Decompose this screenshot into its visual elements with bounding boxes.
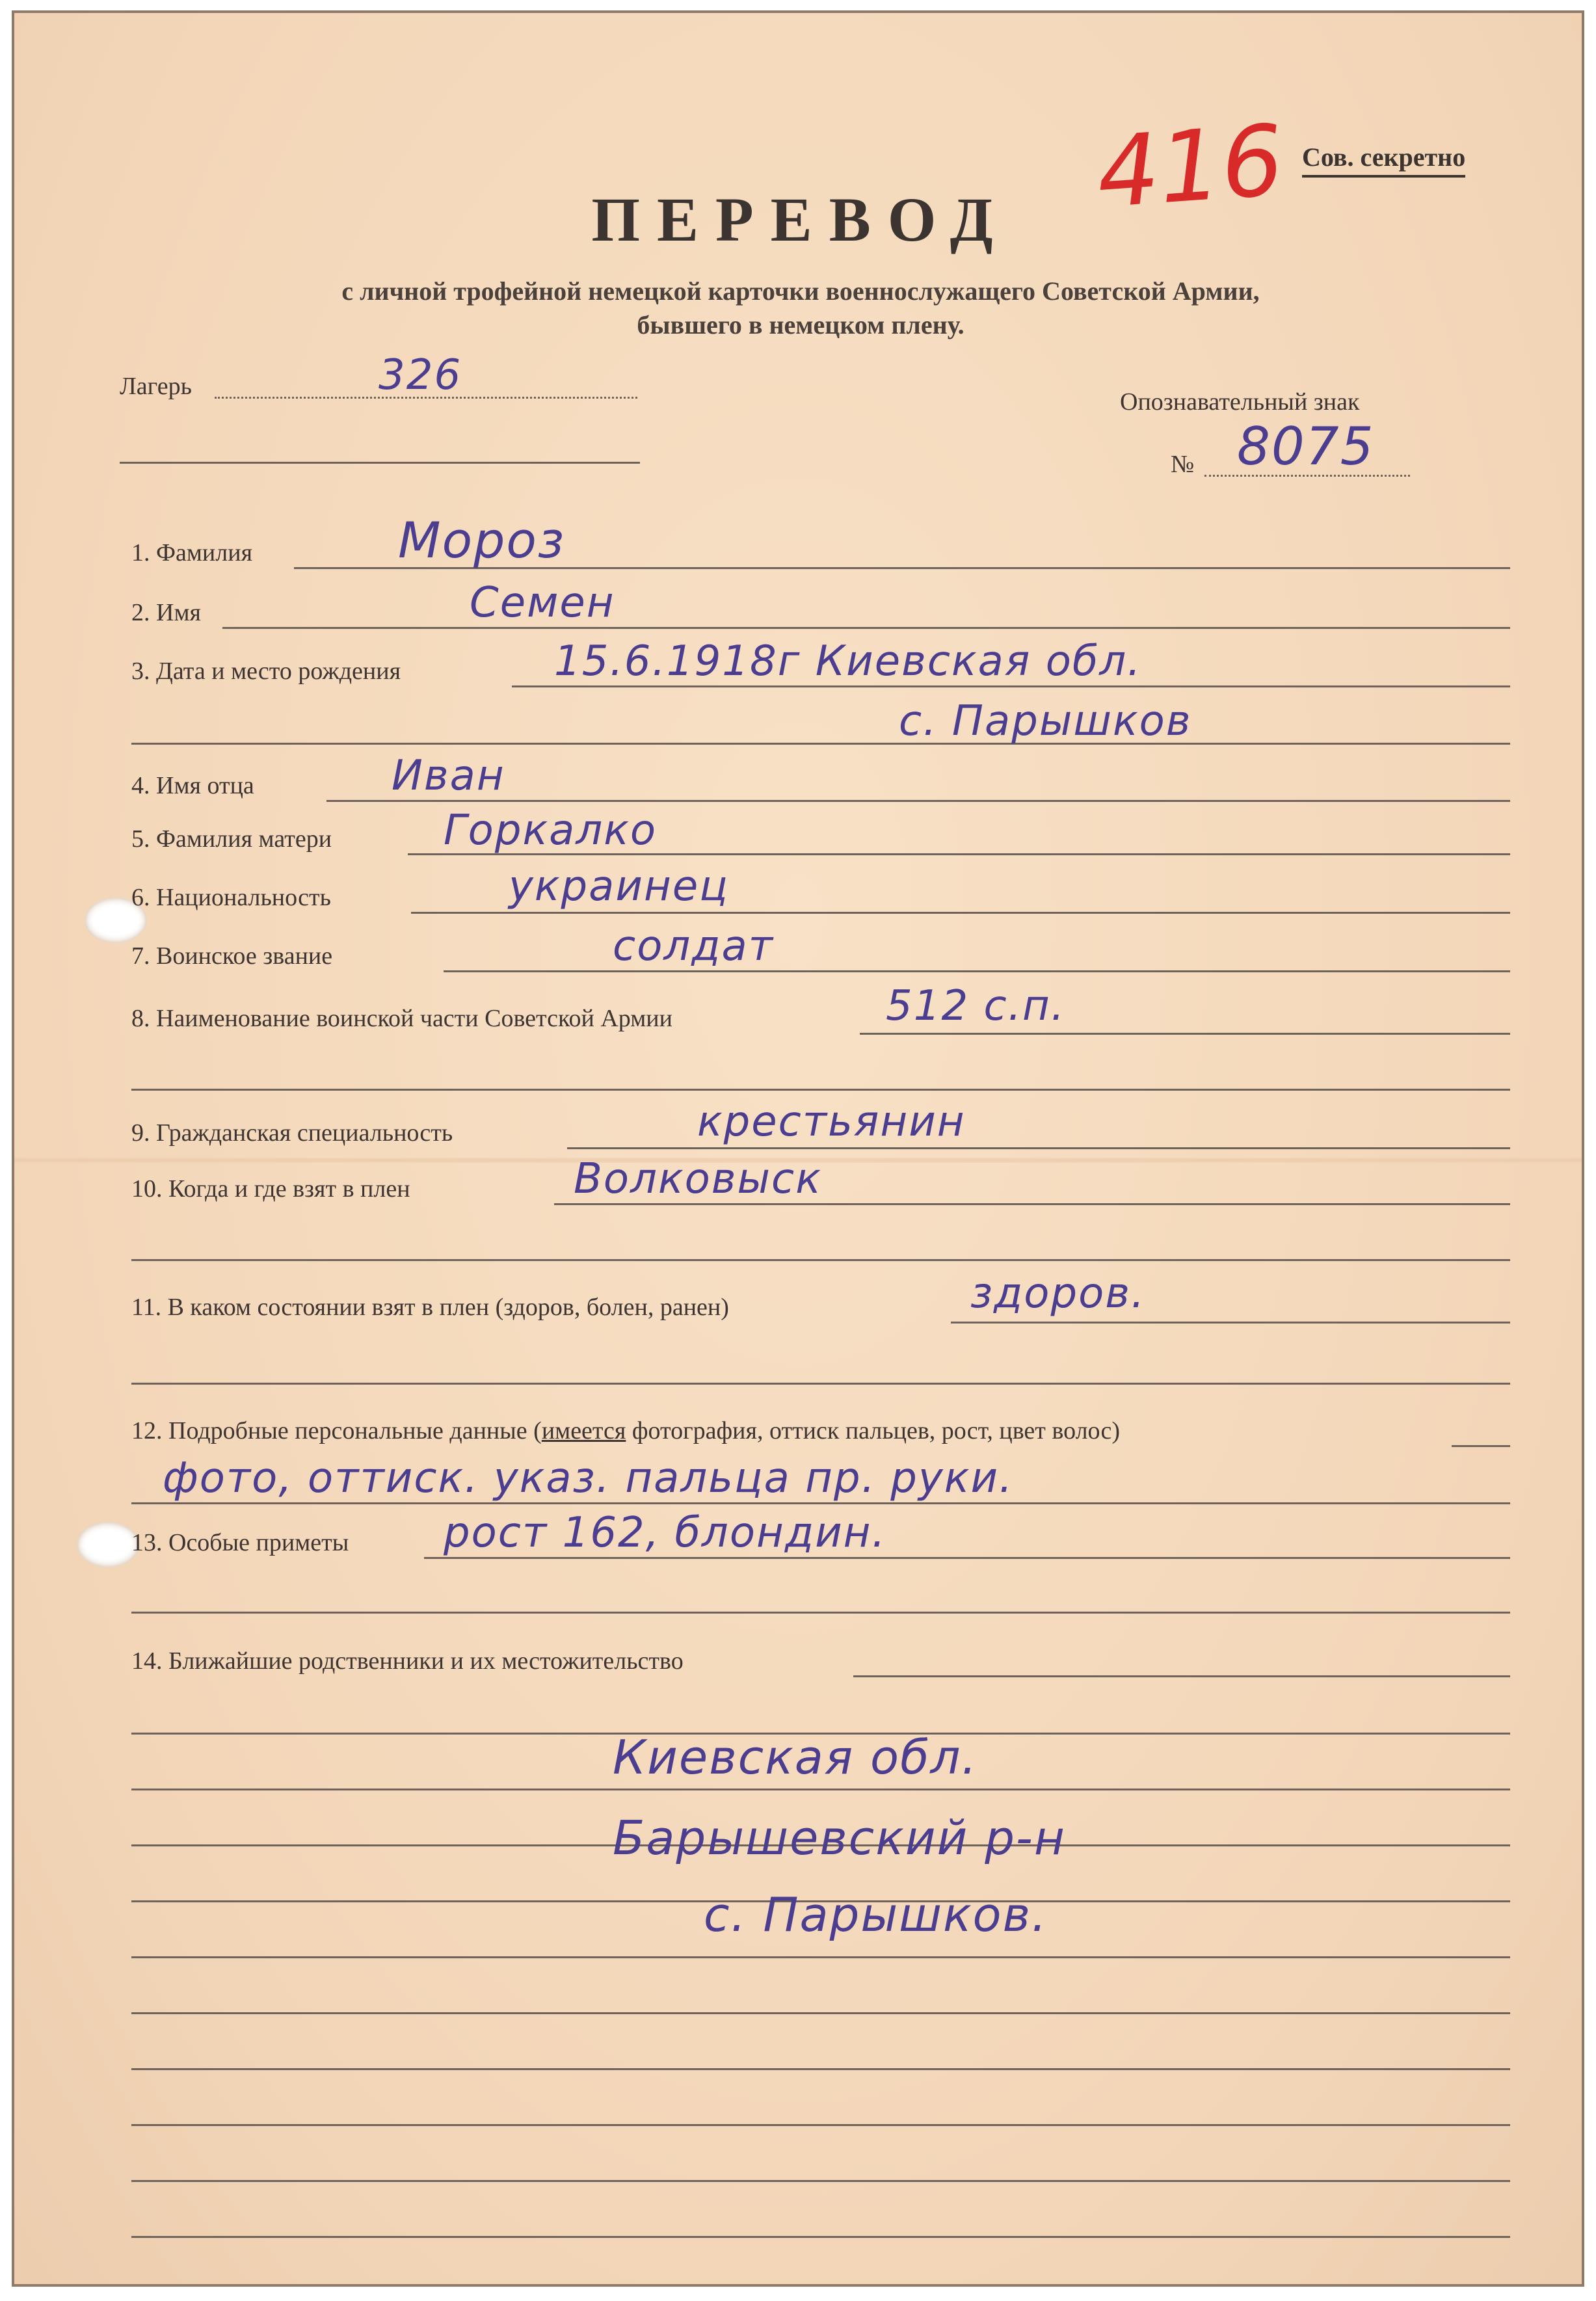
document-subtitle [14,274,1587,342]
relatives-line-8 [131,2068,1510,2070]
relatives-line-10 [131,2180,1510,2182]
nationality-label: 6. Национальность [131,884,331,911]
birth-line-1 [512,685,1510,687]
id-tag-value: 8075 [1237,416,1375,477]
birth-value-line-2: с. Парышков [899,697,1192,745]
relatives-line-9 [131,2124,1510,2126]
camp-extra-line [120,462,640,464]
birth-label: 3. Дата и место рождения [131,658,401,685]
unit-label: 8. Наименование воинской части Советской Армии [131,1005,672,1032]
captured-line-1 [554,1203,1510,1205]
relatives-line-6 [131,1956,1510,1958]
rank-label: 7. Воинское звание [131,942,333,970]
nationality-value: украинец [509,862,729,911]
subtitle-line-2: бывшего в немецком плену. [637,310,964,339]
relatives-label: 14. Ближайшие родственники и их местожительство [131,1647,684,1675]
relatives-line-11 [131,2236,1510,2238]
first-name-line [222,627,1510,629]
punch-hole-bottom [77,1522,139,1567]
relatives-line-1 [853,1675,1510,1677]
relatives-value-line-1: Киевская обл. [613,1730,978,1785]
captured-value: Волковыск [574,1155,822,1203]
personal-data-value: фото, оттиск. указ. пальца пр. руки. [163,1454,1014,1502]
relatives-value-line-3: с. Парышков. [704,1887,1048,1942]
unit-line-1 [860,1033,1510,1035]
personal-data-label-prefix: 12. Подробные персональные данные ( [131,1417,542,1444]
relatives-line-3 [131,1789,1510,1790]
condition-line-2 [131,1383,1510,1385]
father-name-value: Иван [392,752,505,800]
personal-data-label [131,1417,1120,1445]
camp-value: 326 [379,351,462,399]
profession-value: крестьянин [697,1098,966,1146]
personal-data-label-suffix: фотография, оттиск пальцев, рост, цвет волос) [626,1417,1121,1444]
marks-label: 13. Особые приметы [131,1529,349,1556]
personal-data-line-1 [1452,1445,1510,1447]
camp-label: Лагерь [120,373,192,400]
personal-data-line-2 [131,1502,1510,1504]
subtitle-line-1: с личной трофейной немецкой карточки военнослужащего Советской Армии, [341,276,1260,306]
captured-label: 10. Когда и где взят в плен [131,1175,410,1203]
surname-label: 1. Фамилия [131,539,253,566]
id-tag-number-prefix: № [1171,451,1195,478]
rank-value: солдат [613,922,774,970]
personal-data-label-underlined: имеется [541,1417,626,1444]
marks-line-1 [424,1557,1510,1559]
profession-line [567,1147,1510,1149]
first-name-label: 2. Имя [131,599,201,626]
rank-line [444,970,1510,972]
relatives-value-line-2: Барышевский р-н [613,1811,1066,1865]
condition-label: 11. В каком состоянии взят в плен (здоров, болен, ранен) [131,1294,729,1321]
classification-label: Сов. секретно [1302,142,1465,178]
unit-value: 512 с.п. [886,982,1066,1030]
captured-line-2 [131,1259,1510,1261]
marks-line-2 [131,1612,1510,1614]
father-name-line [326,800,1510,802]
father-name-label: 4. Имя отца [131,772,254,799]
relatives-line-7 [131,2012,1510,2014]
mother-surname-value: Горкалко [444,806,658,855]
profession-label: 9. Гражданская специальность [131,1119,453,1147]
nationality-line [411,912,1510,914]
document-title: ПЕРЕВОД [591,185,1010,254]
condition-value: здоров. [970,1270,1146,1318]
id-tag-label: Опознавательный знак [1120,388,1360,416]
first-name-value: Семен [470,579,615,627]
surname-value: Мороз [398,511,566,569]
birth-value-line-1: 15.6.1918г Киевская обл. [554,637,1142,685]
mother-surname-label: 5. Фамилия матери [131,825,332,853]
marks-value: рост 162, блондин. [444,1509,886,1557]
birth-line-2 [131,743,1510,745]
document-sheet [12,10,1584,2287]
red-stamp-number: 416 [1093,104,1288,230]
condition-line-1 [951,1322,1510,1323]
unit-line-2 [131,1089,1510,1091]
